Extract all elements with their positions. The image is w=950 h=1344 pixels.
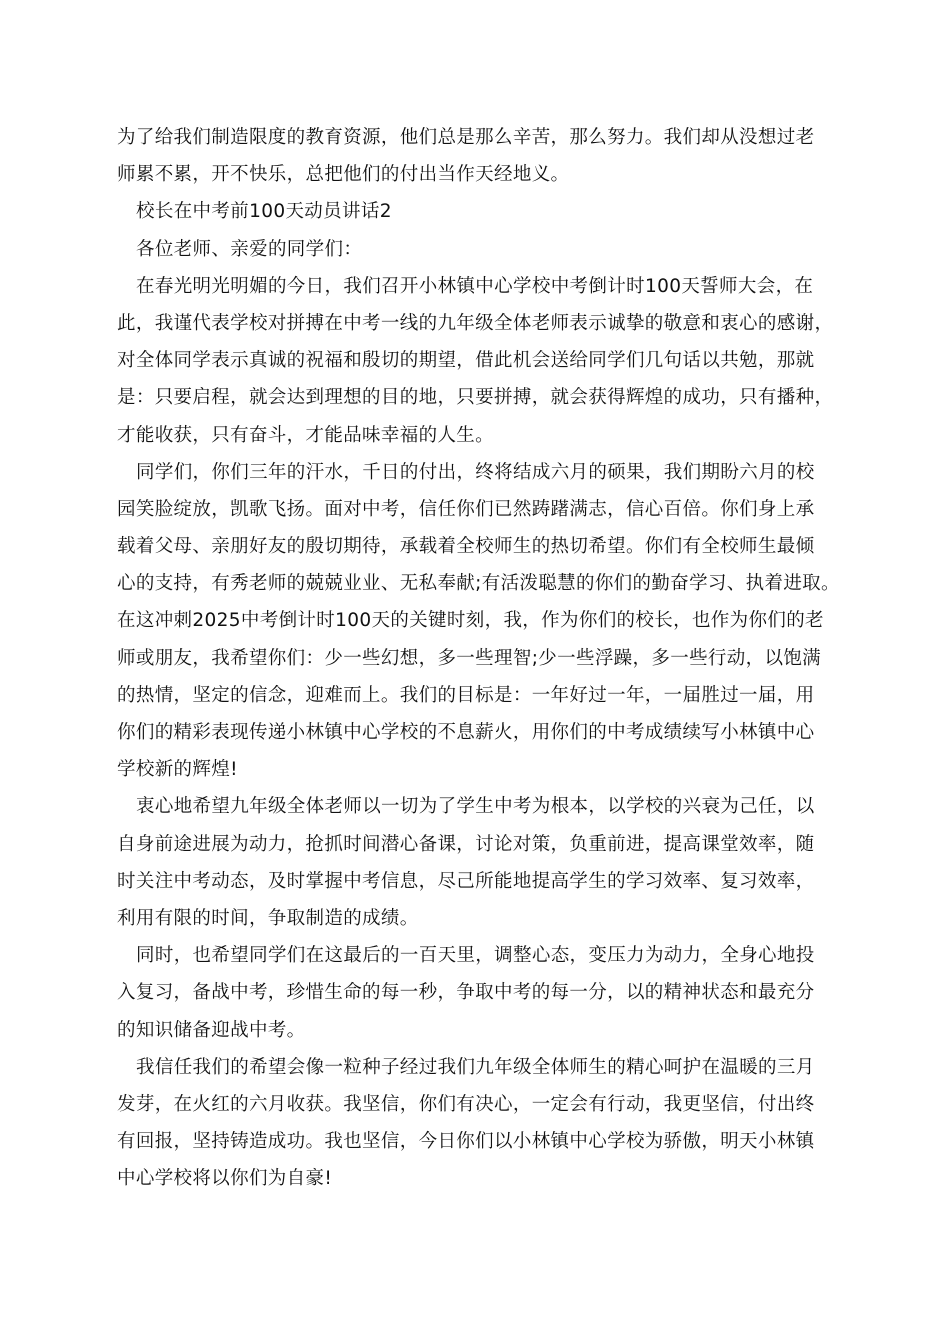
salutation: 各位老师、亲爱的同学们： bbox=[136, 238, 363, 260]
text-line: 的知识储备迎战中考。 bbox=[117, 1019, 306, 1041]
text-line: 是：只要启程，就会达到理想的目的地，只要拼搏，就会获得辉煌的成功，只有播种， bbox=[117, 387, 834, 409]
document-body bbox=[117, 119, 843, 1197]
text-line: 为了给我们制造限度的教育资源，他们总是那么辛苦，那么努力。我们却从没想过老 bbox=[117, 127, 815, 148]
text-line: 载着父母、亲朋好友的殷切期待，承载着全校师生的热切希望。你们有全校师生最倾 bbox=[117, 536, 815, 558]
text-line: 才能收获，只有奋斗，才能品味幸福的人生。 bbox=[117, 424, 495, 446]
text-line: 同学们，你们三年的汗水，千日的付出，终将结成六月的硕果，我们期盼六月的校 bbox=[136, 461, 815, 483]
text-line: 衷心地希望九年级全体老师以一切为了学生中考为根本，以学校的兴衰为己任，以 bbox=[136, 796, 815, 818]
text-line: 入复习，备战中考，珍惜生命的每一秒，争取中考的每一分，以的精神状态和最充分 bbox=[117, 982, 815, 1004]
text-line: 我信任我们的希望会像一粒种子经过我们九年级全体师生的精心呵护在温暖的三月 bbox=[136, 1056, 815, 1078]
text-line: 对全体同学表示真诚的祝福和殷切的期望，借此机会送给同学们几句话以共勉，那就 bbox=[117, 350, 815, 372]
text-line: 师累不累，开不快乐，总把他们的付出当作天经地义。 bbox=[117, 164, 570, 186]
text-line: 在春光明光明媚的今日，我们召开小林镇中心学校中考倒计时100天誓师大会，在 bbox=[136, 275, 814, 297]
text-line: 时关注中考动态，及时掌握中考信息，尽己所能地提高学生的学习效率、复习效率， bbox=[117, 870, 815, 892]
text-line: 有回报，坚持铸造成功。我也坚信，今日你们以小林镇中心学校为骄傲，明天小林镇 bbox=[117, 1131, 815, 1153]
text-line: 在这冲刺2025中考倒计时100天的关键时刻，我，作为你们的校长，也作为你们的老 bbox=[117, 610, 824, 632]
text-line: 的热情，坚定的信念，迎难而上。我们的目标是：一年好过一年，一届胜过一届，用 bbox=[117, 684, 815, 706]
text-line: 心的支持，有秀老师的兢兢业业、无私奉献;有活泼聪慧的你们的勤奋学习、执着进取。 bbox=[117, 573, 840, 595]
text-line: 利用有限的时间，争取制造的成绩。 bbox=[117, 907, 419, 929]
text-line: 中心学校将以你们为自豪! bbox=[117, 1168, 333, 1190]
text-line: 自身前途进展为动力，抢抓时间潜心备课，讨论对策，负重前进，提高课堂效率，随 bbox=[117, 833, 815, 855]
text-line: 师或朋友，我希望你们：少一些幻想，多一些理智;少一些浮躁，多一些行动，以饱满 bbox=[117, 647, 822, 669]
text-line: 你们的精彩表现传递小林镇中心学校的不息薪火，用你们的中考成绩续写小林镇中心 bbox=[117, 722, 815, 743]
section-title: 校长在中考前100天动员讲话2 bbox=[136, 201, 392, 223]
text-line: 学校新的辉煌! bbox=[117, 759, 238, 781]
text-line: 此，我谨代表学校对拼搏在中考一线的九年级全体老师表示诚挚的敬意和衷心的感谢， bbox=[117, 312, 834, 334]
text-line: 发芽，在火红的六月收获。我坚信，你们有决心，一定会有行动，我更坚信，付出终 bbox=[117, 1093, 815, 1115]
text-line: 同时，也希望同学们在这最后的一百天里，调整心态，变压力为动力，全身心地投 bbox=[136, 945, 815, 967]
text-line: 园笑脸绽放，凯歌飞扬。面对中考，信任你们已然踌躇满志，信心百倍。你们身上承 bbox=[117, 498, 815, 520]
